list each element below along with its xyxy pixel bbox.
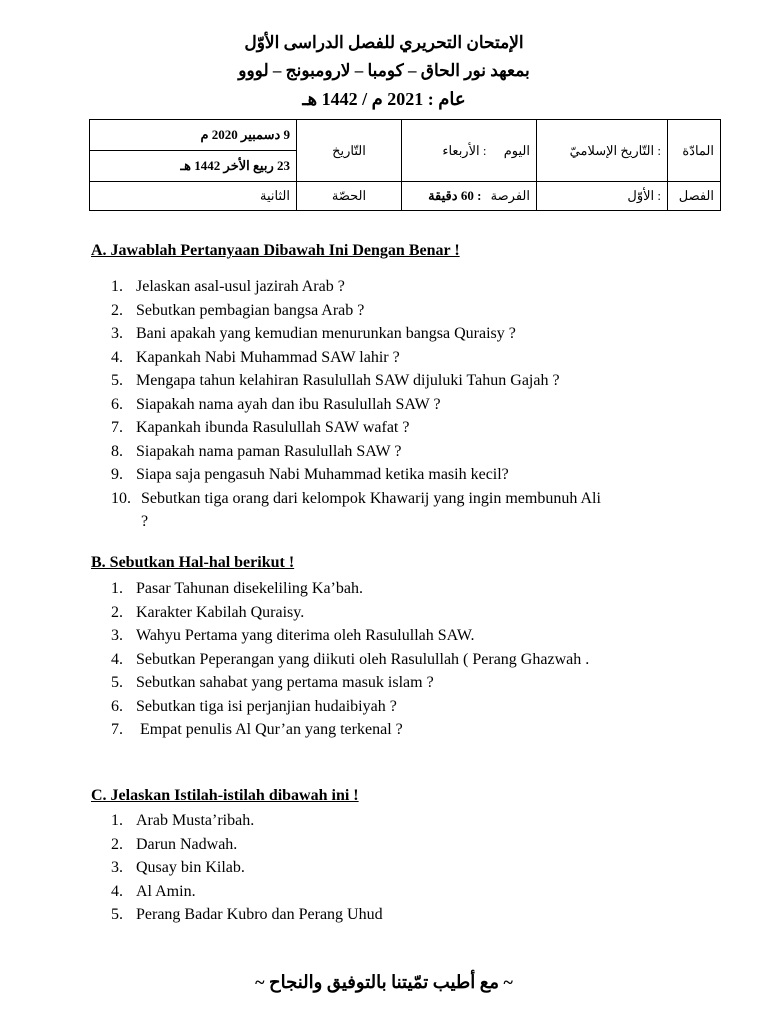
- item-number: 7.: [111, 721, 123, 738]
- item-number: 2.: [111, 301, 123, 319]
- day-label: اليوم: [503, 142, 530, 158]
- duration-cell: [402, 182, 537, 211]
- item-text: Sebutkan pembagian bangsa Arab ?: [136, 301, 365, 319]
- item-number: 7.: [111, 419, 123, 436]
- item-number: 1.: [111, 812, 123, 829]
- item-number: 4.: [111, 348, 123, 366]
- session-label: الحصّة: [297, 182, 402, 211]
- item-text: Wahyu Pertama yang diterima oleh Rasulullah SAW.: [136, 627, 475, 644]
- item-number: 5.: [111, 674, 123, 691]
- list-item: [111, 322, 711, 346]
- item-number: 5.: [111, 906, 123, 923]
- closing-wish: ~ مع أطيب تمّيتنا بالتوفيق والنجاح ~: [255, 972, 513, 992]
- item-text: Kapankah ibunda Rasulullah SAW wafat ?: [136, 419, 410, 436]
- item-number: 6.: [111, 697, 123, 715]
- list-item: [111, 695, 711, 719]
- item-text: Siapa saja pengasuh Nabi Muhammad ketika masih kecil?: [136, 466, 509, 483]
- list-item: [111, 856, 711, 880]
- item-number: 9.: [111, 466, 123, 483]
- duration-value: : 60 دقيقة: [428, 188, 482, 203]
- institution-line: بمعهد نور الحاق – كومبا – لارومبونج – لووو: [238, 61, 530, 80]
- session-value: الثانية: [90, 182, 297, 211]
- item-number: 5.: [111, 372, 123, 389]
- class-value: : الأوّل: [537, 182, 668, 211]
- item-text: Darun Nadwah.: [136, 835, 238, 853]
- section-c-list: [111, 809, 711, 927]
- list-item: [111, 809, 711, 833]
- item-text: Empat penulis Al Qur’an yang terkenal ?: [136, 721, 403, 738]
- item-text: Jelaskan asal-usul jazirah Arab ?: [136, 278, 345, 295]
- list-item: [111, 577, 711, 601]
- item-number: 2.: [111, 603, 123, 621]
- year-hijri: 1442 هـ: [302, 89, 358, 109]
- item-number: 8.: [111, 442, 123, 460]
- list-item: [111, 369, 711, 393]
- year-separator: /: [362, 89, 368, 109]
- item-text: Qusay bin Kilab.: [136, 859, 245, 876]
- list-item: [111, 299, 711, 323]
- item-text: Kapankah Nabi Muhammad SAW lahir ?: [136, 348, 400, 366]
- info-row-top: [90, 120, 721, 182]
- item-number: 10.: [111, 489, 131, 507]
- day-value: : الأربعاء: [442, 142, 487, 158]
- item-text: Sebutkan sahabat yang pertama masuk islam ?: [136, 674, 434, 691]
- item-number: 1.: [111, 278, 123, 295]
- item-text: Bani apakah yang kemudian menurunkan bangsa Quraisy ?: [136, 325, 516, 342]
- item-text: Pasar Tahunan disekeliling Ka’bah.: [136, 580, 363, 597]
- section-c-title: C. Jelaskan Istilah-istilah dibawah ini !: [91, 787, 359, 804]
- list-item: [111, 440, 711, 464]
- day-cell: [402, 120, 537, 182]
- item-text: Sebutkan tiga isi perjanjian hudaibiyah ?: [136, 697, 397, 715]
- subject-label: المادّة: [668, 120, 721, 182]
- subject-value: : التّاريخ الإسلاميّ: [537, 120, 668, 182]
- date-masehi: 9 دسمبير 2020 م: [90, 120, 296, 151]
- academic-year: [0, 89, 768, 110]
- list-item: [111, 833, 711, 857]
- list-item: [111, 718, 711, 742]
- item-number: 3.: [111, 627, 123, 644]
- item-number: 1.: [111, 580, 123, 597]
- list-item: [111, 487, 611, 534]
- item-text: Siapakah nama paman Rasulullah SAW ?: [136, 442, 402, 460]
- section-b-title: B. Sebutkan Hal-hal berikut !: [91, 554, 295, 571]
- list-item: [111, 275, 711, 299]
- list-item: [111, 346, 711, 370]
- section-a-list: [111, 275, 711, 534]
- list-item: [111, 648, 621, 672]
- exam-title: الإمتحان التحريري للفصل الدراسى الأوّل: [244, 33, 524, 52]
- item-number: 4.: [111, 650, 123, 668]
- exam-info-table: [89, 119, 721, 211]
- list-item: [111, 671, 711, 695]
- section-a-title: A. Jawablah Pertanyaan Dibawah Ini Dengan Benar !: [91, 242, 460, 259]
- year-label: عام :: [427, 89, 466, 109]
- list-item: [111, 416, 711, 440]
- date-value-cell: [90, 120, 297, 182]
- item-text: Al Amin.: [136, 882, 196, 900]
- item-number: 2.: [111, 835, 123, 853]
- item-text: Sebutkan Peperangan yang diikuti oleh Rasulullah ( Perang Ghazwah .: [136, 650, 590, 668]
- class-label: الفصل: [668, 182, 721, 211]
- item-text: Karakter Kabilah Quraisy.: [136, 603, 305, 621]
- section-b-list: [111, 577, 711, 742]
- item-number: 6.: [111, 395, 123, 413]
- date-label: التّاريخ: [297, 120, 402, 182]
- list-item: [111, 880, 711, 904]
- list-item: [111, 463, 711, 487]
- item-text: Mengapa tahun kelahiran Rasulullah SAW dijuluki Tahun Gajah ?: [136, 372, 560, 389]
- item-text: Arab Musta’ribah.: [136, 812, 255, 829]
- list-item: [111, 601, 711, 625]
- list-item: [111, 393, 711, 417]
- list-item: [111, 903, 711, 927]
- item-text: Perang Badar Kubro dan Perang Uhud: [136, 906, 383, 923]
- list-item: [111, 624, 711, 648]
- item-number: 3.: [111, 325, 123, 342]
- item-text: Sebutkan tiga orang dari kelompok Khawarij yang ingin membunuh Ali ?: [141, 489, 601, 530]
- item-number: 4.: [111, 882, 123, 900]
- year-masehi: 2021 م: [371, 89, 424, 109]
- info-row-bottom: [90, 182, 721, 211]
- item-text: Siapakah nama ayah dan ibu Rasulullah SAW ?: [136, 395, 441, 413]
- date-hijri: 23 ربيع الأخر 1442 هـ: [180, 158, 290, 173]
- item-number: 3.: [111, 859, 123, 876]
- duration-label: الفرصة: [490, 188, 530, 203]
